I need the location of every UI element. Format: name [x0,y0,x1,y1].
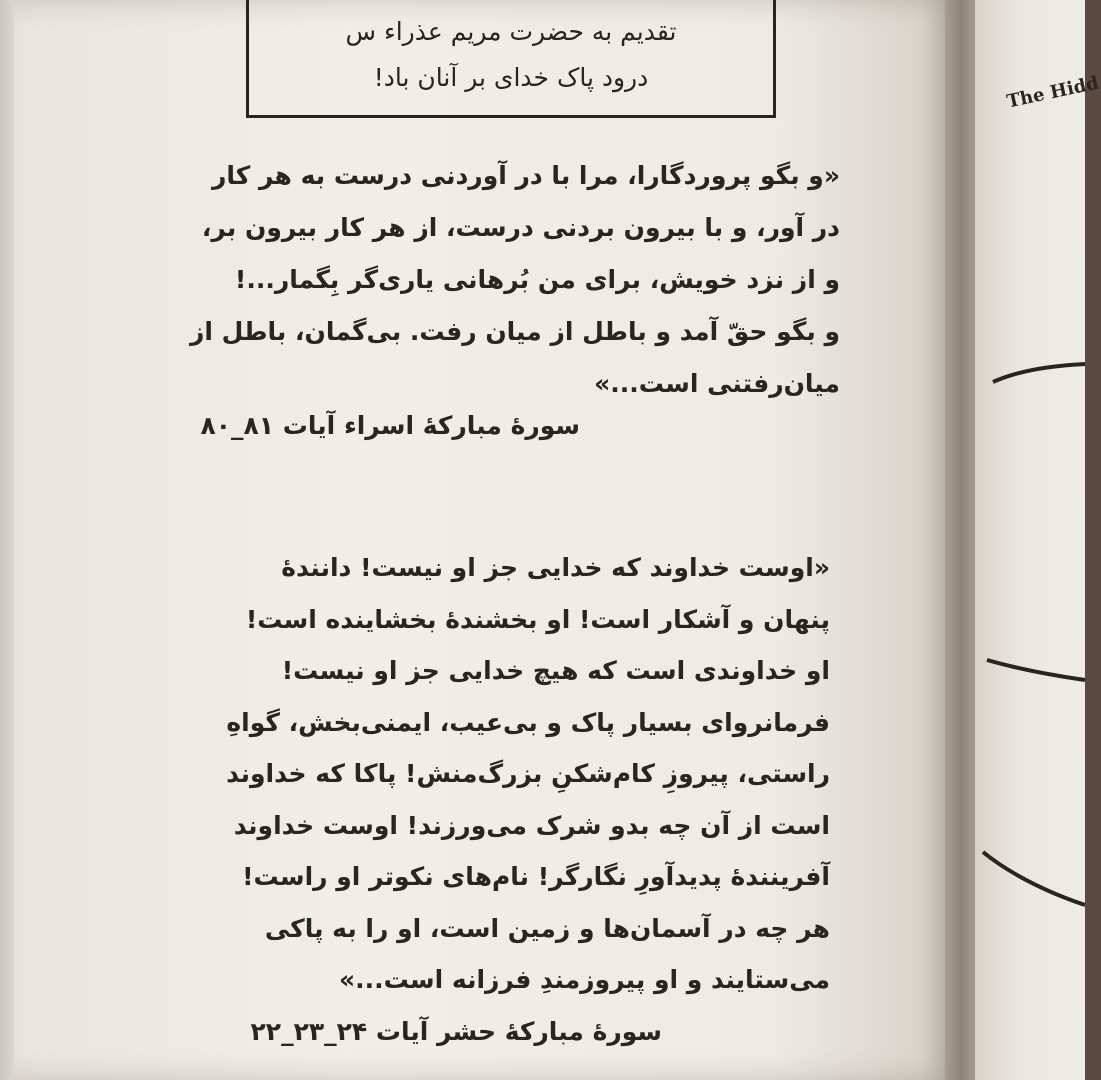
passage-2-line: است از آن چه بدو شرک می‌ورزند! اوست خداوند [233,810,830,840]
passage-2-line: آفرینندهٔ پدیدآورِ نگارگر! نام‌های نکوتر او راست! [242,862,830,891]
passage-2-line: پنهان و آشکار است! او بخشندهٔ بخشاینده است! [245,604,830,634]
dedication-line-2: درود پاک خدای بر آنان باد! [373,63,649,92]
passage-2-line: او خداوندی است که هیچ خدایی جز او نیست! [281,656,830,685]
passage-1-line: و از نزد خویش، برای من بُرهانی یاری‌گر بِگمار...! [234,265,840,294]
passage-1-line: میان‌رفتنی است...» [594,369,840,398]
passage-1-line: و بگو حقّ آمد و باطل از میان رفت. بی‌گمان، باطل از [190,317,840,346]
dedication-box [246,0,776,118]
right-page-diagram-lines [975,0,1085,1080]
passage-2-line: می‌ستایند و او پیروزمندِ فرزانه است...» [338,965,830,994]
passage-2-line: هر چه در آسمان‌ها و زمین است، او را به پاکی [264,913,830,943]
passage-2-reference: سورهٔ مبارکهٔ حشر آیات ۲۴_۲۳_۲۲ [250,1017,662,1046]
diagram-curve-top [993,364,1085,382]
passage-2-line: راستی، پیروزِ کام‌شکنِ بزرگ‌منش! پاکا که خداوند [226,759,830,788]
passage-1-line: «و بگو پروردگارا، مرا با در آوردنی درست به هر کار [211,161,840,190]
passage-1-line: در آور، و با بیرون بردنی درست، از هر کار بیرون بر، [201,213,840,242]
passage-1 [190,150,840,410]
passage-2 [210,542,830,1006]
dedication-line-1: تقدیم به حضرت مریم عذراء س [345,17,677,46]
passage-2-line: «اوست خداوند که خدایی جز او نیست! دانندهٔ [281,553,830,582]
diagram-curve-bottom [983,852,1085,905]
diagram-curve-middle [987,660,1085,680]
right-page-header: The Hidd [1005,72,1101,113]
passage-2-line: فرمانروای بسیار پاک و بی‌عیب، ایمنی‌بخش، گواهِ [226,707,830,737]
passage-1-reference: سورهٔ مبارکهٔ اسراء آیات ۸۱_۸۰ [200,411,580,440]
